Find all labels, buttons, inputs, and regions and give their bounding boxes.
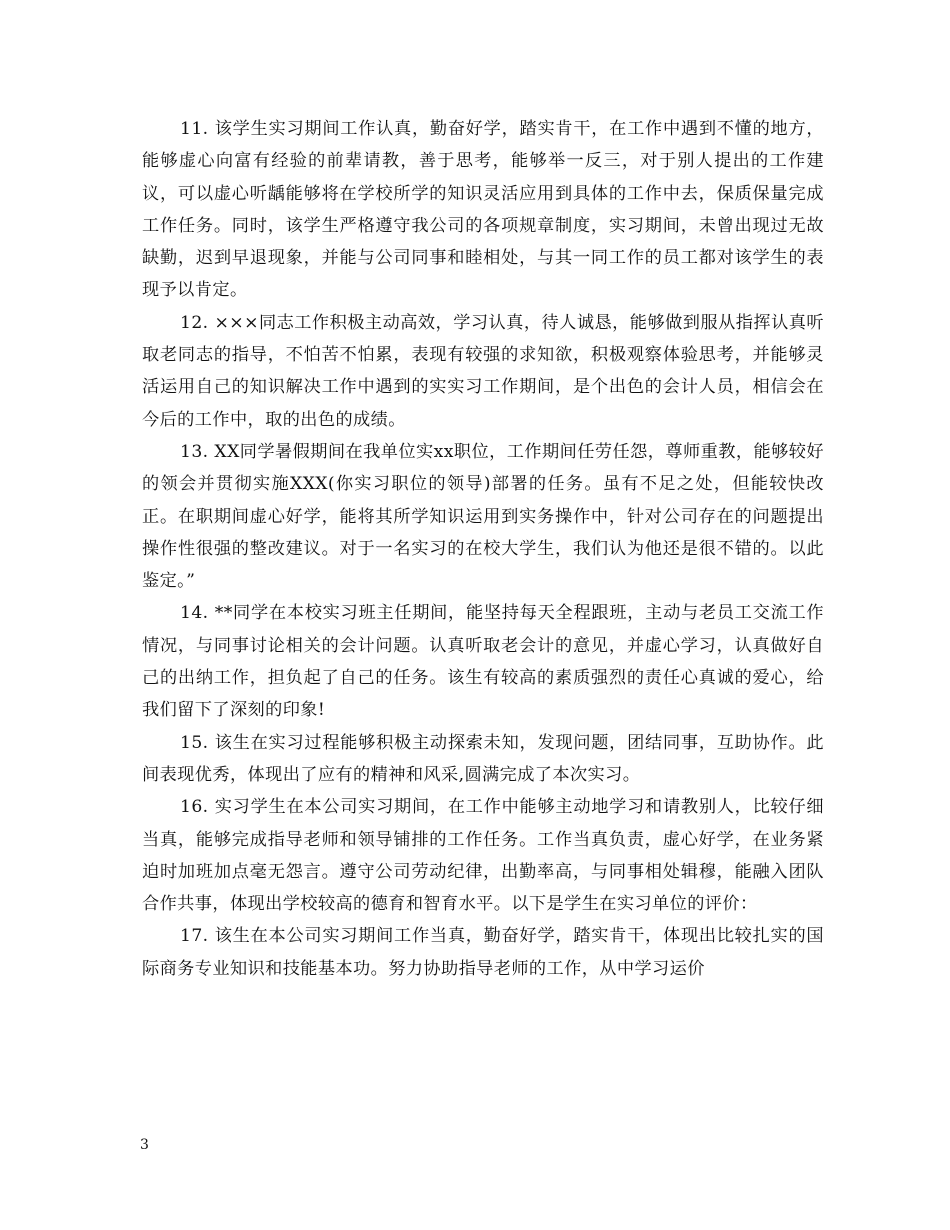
paragraph-11: 11. 该学生实习期间工作认真，勤奋好学，踏实肯干，在工作中遇到不懂的地方，能够虚心向富有经验的前辈请教，善于思考，能够举一反三，对于别人提出的工作建议，可以虚心听龋能够将在学校所学的知识灵活应用到具体的工作中去，保质保量完成工作任务。同时，该学生严格遵守我公司的各项规章制度，实习期间，未曾出现过无故缺勤，迟到早退现象，并能与公司同事和睦相处，与其一同工作的员工都对该学生的表现予以肯定。 [142,119,824,301]
paragraph-16: 16. 实习学生在本公司实习期间，在工作中能够主动地学习和请教别人，比较仔细当真，能够完成指导老师和领导铺排的工作任务。工作当真负责，虚心好学，在业务紧迫时加班加点毫无怨言。遵守公司劳动纪律，出勤率高，与同事相处辑穆，能融入团队合作共事，体现出学校较高的德育和智育水平。以下是学生在实习单位的评价： [142,797,824,915]
paragraph-15: 15. 该生在实习过程能够积极主动探索未知，发现问题，团结同事，互助协作。此间表现优秀，体现出了应有的精神和风采,圆满完成了本次实习。 [142,732,824,785]
paragraph-14: 14. **同学在本校实习班主任期间，能坚持每天全程跟班，主动与老员工交流工作情况，与同事讨论相关的会计问题。认真听取老会计的意见，并虚心学习，认真做好自己的出纳工作，担负起了自己的任务。该生有较高的素质强烈的责任心真诚的爱心，给我们留下了深刻的印象! [142,603,824,721]
paragraph-17: 17. 该生在本公司实习期间工作当真，勤奋好学，踏实肯干，体现出比较扎实的国际商务专业知识和技能基本功。努力协助指导老师的工作，从中学习运价 [142,926,824,979]
page-number: 3 [140,1137,149,1153]
body-text [142,113,824,985]
paragraph-12: 12. ×××同志工作积极主动高效，学习认真，待人诚恳，能够做到服从指挥认真听取老同志的指导，不怕苦不怕累，表现有较强的求知欲，积极观察体验思考，并能够灵活运用自己的知识解决工作中遇到的实实习工作期间，是个出色的会计人员，相信会在今后的工作中，取的出色的成绩。 [142,312,824,430]
paragraph-13: 13. XX同学暑假期间在我单位实xx职位，工作期间任劳任怨，尊师重教，能够较好的领会并贯彻实施XXX(你实习职位的领导)部署的任务。虽有不足之处，但能较快改正。在职期间虚心好学，能将其所学知识运用到实务操作中，针对公司存在的问题提出操作性很强的整改建议。对于一名实习的在校大学生，我们认为他还是很不错的。以此鉴定。” [142,441,824,592]
